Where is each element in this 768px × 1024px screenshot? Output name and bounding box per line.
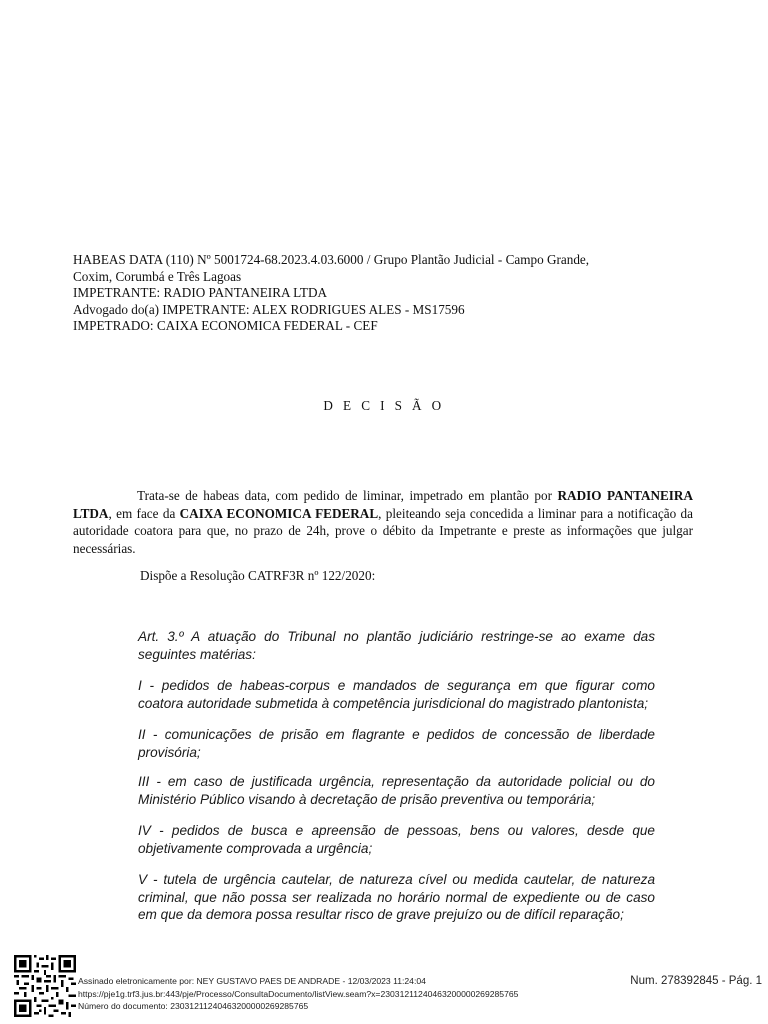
quote-item-iv: IV - pedidos de busca e apreensão de pessoas, bens ou valores, desde que objetivamente comprovada a urgência; xyxy=(138,823,655,856)
header-line-advogado: Advogado do(a) IMPETRANTE: ALEX RODRIGUES ALES - MS17596 xyxy=(73,301,465,317)
footer-document-number: Número do documento: 23031211240463200000269285765 xyxy=(78,1001,309,1011)
header-line-impetrante: IMPETRANTE: RADIO PANTANEIRA LTDA xyxy=(73,285,328,301)
qr-code-icon xyxy=(14,955,76,1017)
intro-text-3: , pleiteando seja concedida a liminar para a notificação da autoridade coatora para que, no prazo de 24h, prove o débito da Impetrante e preste as informações que julgar necessárias. xyxy=(73,505,693,556)
intro-bold-impetrado: CAIXA ECONOMICA FEDERAL xyxy=(179,505,379,521)
intro-text-2: , em face da xyxy=(108,505,180,521)
case-header xyxy=(73,252,693,335)
quote-item-v: V - tutela de urgência cautelar, de natureza cível ou medida cautelar, de natureza criminal, que não possa ser realizada no horário normal de expediente ou de caso em que da demora possa resultar risco de grave prejuízo ou de difícil reparação; xyxy=(138,872,655,923)
paragraph-intro xyxy=(73,487,693,557)
quote-item-iii: III - em caso de justificada urgência, representação da autoridade policial ou do Ministério Público visando à decretação de prisão preventiva ou temporária; xyxy=(138,774,655,807)
header-line-case: HABEAS DATA (110) Nº 5001724-68.2023.4.03.6000 / Grupo Plantão Judicial - Campo Grande, xyxy=(73,252,590,267)
document-title: D E C I S Ã O xyxy=(323,398,445,413)
header-line-location: Coxim, Corumbá e Três Lagoas xyxy=(73,268,242,284)
quote-item-ii: II - comunicações de prisão em flagrante e pedidos de concessão de liberdade provisória; xyxy=(138,727,655,760)
intro-text-1: Trata-se de habeas data, com pedido de liminar, impetrado em plantão por xyxy=(137,488,558,503)
page-number: Num. 278392845 - Pág. 1 xyxy=(630,975,762,987)
paragraph-resolucao: Dispõe a Resolução CATRF3R nº 122/2020: xyxy=(140,568,376,583)
footer-url-link[interactable]: https://pje1g.trf3.jus.br:443/pje/Processo/ConsultaDocumento/listView.seam?x=23031211240463200000269285765 xyxy=(78,988,519,999)
header-line-impetrado: IMPETRADO: CAIXA ECONOMICA FEDERAL - CEF xyxy=(73,318,378,334)
intro-bold-impetrante: RADIO PANTANEIRA LTDA xyxy=(73,488,693,521)
quote-item-i: I - pedidos de habeas-corpus e mandados de segurança em que figurar como coatora autoridade submetida à competência jurisdicional do magistrado plantonista; xyxy=(138,678,655,711)
footer-signed-by: Assinado eletronicamente por: NEY GUSTAVO PAES DE ANDRADE - 12/03/2023 11:24:04 xyxy=(78,976,426,986)
quote-art-3: Art. 3.º A atuação do Tribunal no plantão judiciário restringe-se ao exame das seguintes matérias: xyxy=(138,629,655,662)
signature-footer xyxy=(78,975,518,1013)
